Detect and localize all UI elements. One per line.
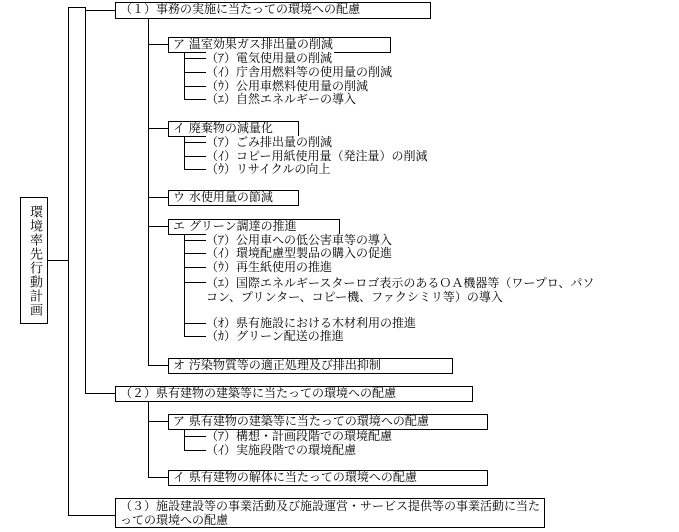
sub-a-item-3: （ｳ）公用車燃料使用量の削減	[206, 79, 369, 93]
section-1-label: （１）事務の実施に当たっての環境への配慮	[120, 2, 361, 16]
sub-e-item-6: （ｶ）グリーン配送の推進	[206, 329, 344, 343]
sub-e-item-1: （ｱ）公用車への低公害車等の導入	[206, 233, 393, 247]
sub-i-item-3: （ｳ）リサイクルの向上	[206, 162, 331, 176]
sub-i-item-1: （ｱ）ごみ排出量の削減	[206, 135, 333, 149]
section-1-sub-i-label: イ 廃棄物の減量化	[173, 121, 273, 135]
section-3-box	[115, 498, 545, 528]
section-1-box	[115, 2, 431, 19]
sub-a-item-2: （ｲ）庁舎用燃料等の使用量の削減	[206, 65, 393, 79]
section-1-sub-u-box	[168, 190, 299, 206]
section-2-box	[115, 386, 473, 402]
sub-a-item-1: （ｱ）電気使用量の削減	[206, 51, 333, 65]
section-1-sub-e-label: エ グリーン調達の推進	[173, 219, 297, 233]
root-label: 環境率先行動計画	[27, 204, 42, 317]
section-1-sub-o-box	[168, 358, 453, 374]
section-2-sub-i-label: イ 県有建物の解体に当たっての環境への配慮	[173, 470, 417, 484]
section-1-sub-a-label: ア 温室効果ガス排出量の削減	[173, 37, 333, 51]
root-node	[20, 197, 48, 324]
sub-e-item-4: （ｴ）国際エネルギースターロゴ表示のあるＯＡ機器等（ワープロ、パソコン、プリンター、コピー機、ファクシミリ等）の導入	[206, 276, 608, 304]
section-2-sub-a-box	[168, 414, 488, 430]
section-2-sub-i-box	[168, 470, 488, 486]
section-1-sub-u-label: ウ 水使用量の節減	[173, 190, 273, 204]
section-2-sub-a-item-1: （ｱ）構想・計画段階での環境配慮	[206, 429, 393, 443]
section-2-sub-a-label: ア 県有建物の建築等に当たっての環境への配慮	[173, 414, 429, 428]
sub-a-item-4: （ｴ）自然エネルギーの導入	[206, 92, 357, 106]
sub-i-item-2: （ｲ）コピー用紙使用量（発注量）の削減	[206, 149, 428, 163]
section-3-label: （３）施設建設等の事業活動及び施設運営・サービス提供等の事業活動に当たっての環境への配慮	[120, 499, 541, 527]
sub-e-item-2: （ｲ）環境配慮型製品の購入の促進	[206, 246, 393, 260]
sub-e-item-5: （ｵ）県有施設における木材利用の推進	[206, 316, 417, 330]
sub-e-item-3: （ｳ）再生紙使用の推進	[206, 260, 333, 274]
section-1-sub-o-label: オ 汚染物質等の適正処理及び排出抑制	[173, 358, 381, 372]
section-2-sub-a-item-2: （ｲ）実施段階での環境配慮	[206, 443, 357, 457]
section-2-label: （２）県有建物の建築等に当たっての環境への配慮	[120, 386, 397, 400]
